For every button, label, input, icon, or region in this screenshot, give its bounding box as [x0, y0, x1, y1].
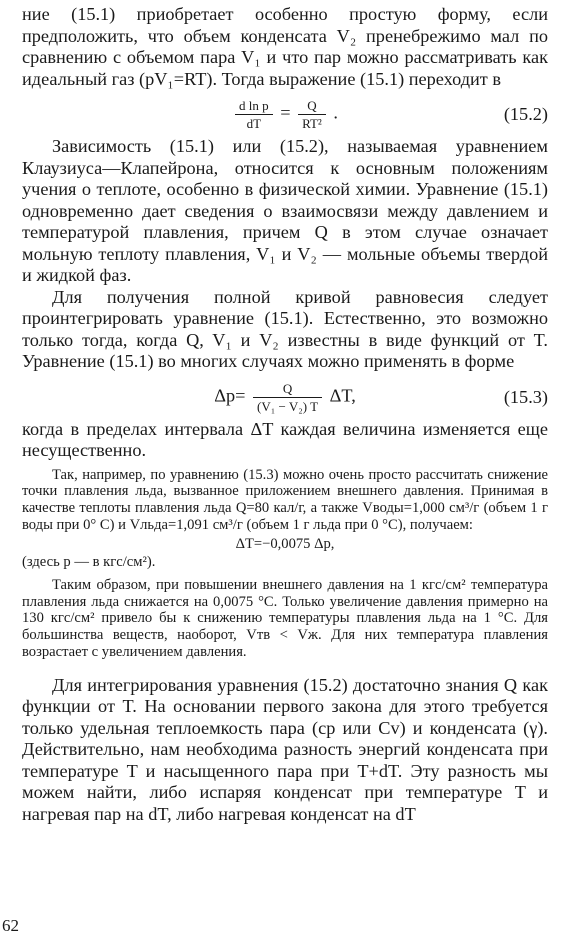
paragraph-interval: когда в пределах интервала ΔT каждая величина изменяется еще несущественно. — [22, 418, 548, 460]
small-paragraph-example: Так, например, по уравнению (15.3) можно очень просто рассчитать снижение точки плавления льда, вызванное приложением внешнего давления. Принимая в качестве теплоты плавления льда Q=80 кал/г, а также Vводы=1,000 см³/г (объем 1 г воды при 0° С) и Vльда=1,091 см³/г (объем 1 г льда при 0 °С), получаем: — [22, 466, 548, 533]
equation-lhs: Δp= — [214, 385, 246, 406]
fraction-q-rt2 — [298, 98, 326, 131]
equals-sign: = — [280, 102, 291, 123]
paragraph-clausius-clapeyron: Зависимость (15.1) или (15.2), называемая уравнением Клаузиуса—Клапейрона, относится к основным положениям учения о теплоте, особенно в физической химии. Уравнение (15.1) одновременно дает сведения о взаимосвязи между давлением и температурой плавления, причем Q в этом случае означает мольную теплоту плавления, V₁ и V₂ — мольные объемы твердой и жидкой фаз. — [22, 136, 548, 285]
equation-number: (15.3) — [503, 386, 548, 407]
fraction-q-v1v2t — [253, 381, 322, 414]
small-paragraph-conclusion: Таким образом, при повышении внешнего давления на 1 кгс/см² температура плавления льда снижается на 0,0075 °С. Только увеличение давления примерно на 130 кгс/см² привело бы к снижению температуры плавления льда на 1 °С. Для большинства веществ, наоборот, Vтв < Vж. Для них температура плавления возрастает с увеличением давления. — [22, 577, 548, 660]
fraction-denominator: dT — [246, 116, 262, 131]
fraction-numerator: d ln p — [235, 98, 273, 115]
fraction-numerator: Q — [253, 381, 322, 398]
paragraph-integration: Для получения полной кривой равновесия следует проинтегрировать уравнение (15.1). Естественно, это возможно только тогда, когда Q, V₁ и V₂ известны в виде функций от T. Уравнение (15.1) во многих случаях можно применять в форме — [22, 286, 548, 371]
page-body — [22, 4, 548, 825]
equation-15-2 — [22, 90, 548, 136]
equation-15-3 — [22, 373, 548, 419]
equation-rhs: ΔT, — [329, 385, 356, 406]
paragraph-intro: ние (15.1) приобретает особенно простую форму, если предположить, что объем конденсата V₂ пренебрежимо мал по сравнению с объемом пара V₁ и что пар можно рассматривать как идеальный газ (pV₁=RT). Тогда выражение (15.1) переходит в — [22, 4, 548, 89]
equation-15-3-formula — [22, 381, 548, 414]
fraction-numerator: Q — [298, 98, 326, 115]
paragraph-heat-capacity: Для интегрирования уравнения (15.2) достаточно знания Q как функции от T. На основании первого закона для этого требуется только удельная теплоемкость пара (cp или Cv) и конденсата (γ). Действительно, нам необходима разность энергий конденсата при температуре T и насыщенного пара при T+dT. Эту разность мы можем найти, либо испаряя конденсат при температуре T и нагревая пар на dT, либо нагревая конденсат на dT — [22, 674, 548, 824]
small-paragraph-units: (здесь p — в кгс/см²). — [22, 554, 156, 571]
equation-15-2-formula — [22, 98, 548, 131]
equation-period: . — [333, 102, 338, 123]
equation-number: (15.2) — [503, 104, 548, 124]
fraction-denominator: RT² — [302, 116, 322, 131]
page-number: 62 — [2, 916, 19, 935]
fraction-dlnp-dt — [235, 98, 273, 131]
fraction-denominator: (V₁ − V₂) T — [257, 398, 319, 414]
small-equation: ΔT=−0,0075 Δp, — [235, 536, 335, 553]
